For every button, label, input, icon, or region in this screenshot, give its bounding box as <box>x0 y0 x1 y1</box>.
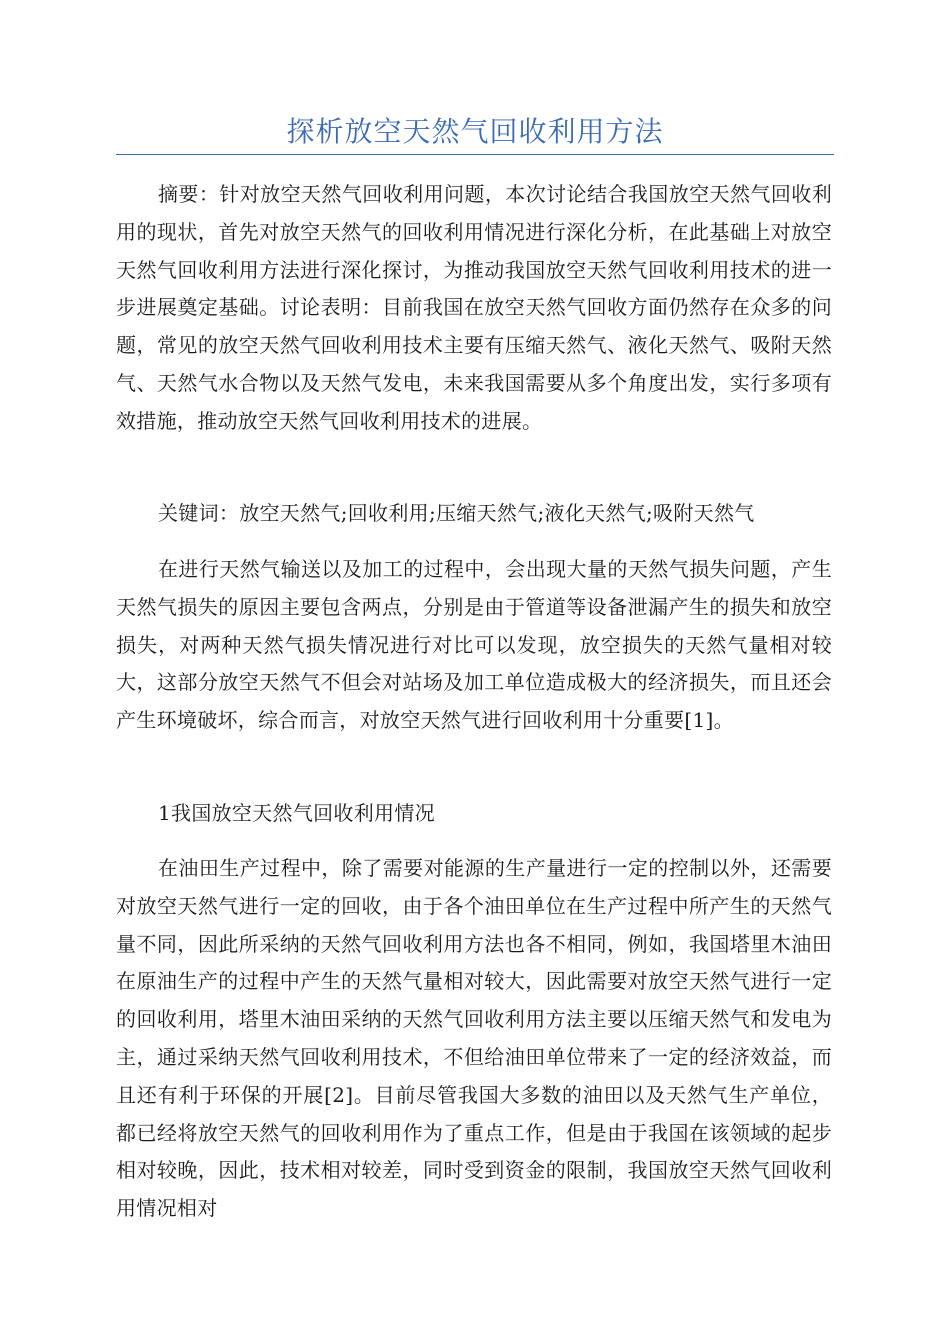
keywords-paragraph: 关键词：放空天然气;回收利用;压缩天然气;液化天然气;吸附天然气 <box>158 501 755 525</box>
intro-paragraph: 在进行天然气输送以及加工的过程中，会出现大量的天然气损失问题，产生天然气损失的原因主要包含两点，分别是由于管道等设备泄漏产生的损失和放空损失，对两种天然气损失情况进行对比可以发现，放空损失的天然气量相对较大，这部分放空天然气不但会对站场及加工单位造成极大的经济损失，而且还会产生环境破坏，综合而言，对放空天然气进行回收利用十分重要[1]。 <box>116 557 832 733</box>
abstract-paragraph: 摘要：针对放空天然气回收利用问题，本次讨论结合我国放空天然气回收利用的现状，首先对放空天然气的回收利用情况进行深化分析，在此基础上对放空天然气回收利用方法进行深化探讨，为推动我国放空天然气回收利用技术的进一步进展奠定基础。讨论表明：目前我国在放空天然气回收方面仍然存在众多的问题，常见的放空天然气回收利用技术主要有压缩天然气、液化天然气、吸附天然气、天然气水合物以及天然气发电，未来我国需要从多个角度出发，实行多项有效措施，推动放空天然气回收利用技术的进展。 <box>116 182 832 433</box>
title-underline <box>116 154 834 155</box>
document-title: 探析放空天然气回收利用方法 <box>286 115 664 148</box>
section-heading: 1我国放空天然气回收利用情况 <box>158 801 435 825</box>
section-paragraph: 在油田生产过程中，除了需要对能源的生产量进行一定的控制以外，还需要对放空天然气进行一定的回收，由于各个油田单位在生产过程中所产生的天然气量不同，因此所采纳的天然气回收利用方法也各不相同，例如，我国塔里木油田在原油生产的过程中产生的天然气量相对较大，因此需要对放空天然气进行一定的回收利用，塔里木油田采纳的天然气回收利用方法主要以压缩天然气和发电为主，通过采纳天然气回收利用技术，不但给油田单位带来了一定的经济效益，而且还有利于环保的开展[2]。目前尽管我国大多数的油田以及天然气生产单位，都已经将放空天然气的回收利用作为了重点工作，但是由于我国在该领域的起步相对较晚，因此，技术相对较差，同时受到资金的限制，我国放空天然气回收利用情况相对 <box>116 856 832 1221</box>
